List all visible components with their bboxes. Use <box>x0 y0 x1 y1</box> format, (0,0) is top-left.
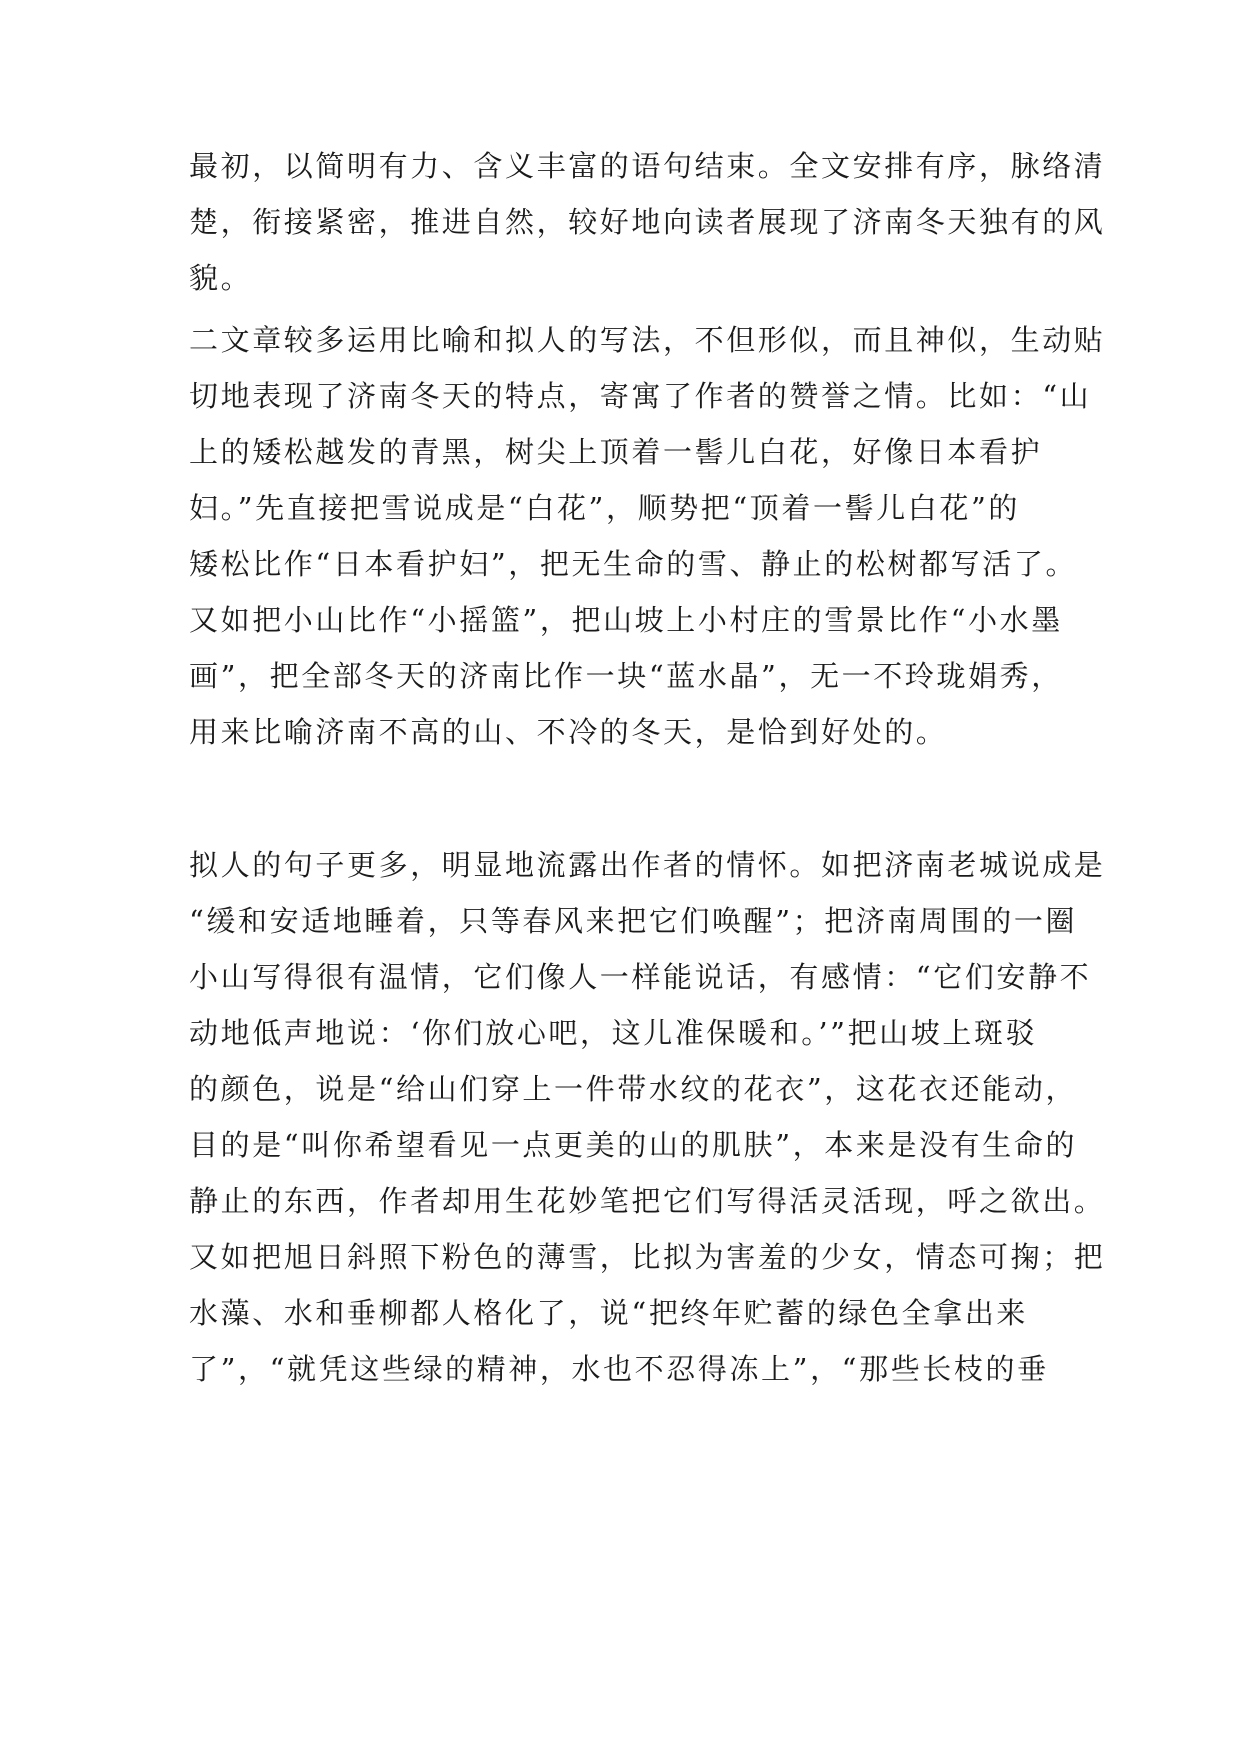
text-line: 了”，“就凭这些绿的精神，水也不忍得冻上”，“那些长枝的垂 <box>189 1352 1049 1386</box>
text-line: 水藻、水和垂柳都人格化了，说“把终年贮蓄的绿色全拿出来 <box>189 1296 1029 1330</box>
text-line: 用来比喻济南不高的山、不冷的冬天，是恰到好处的。 <box>189 715 948 749</box>
text-line: 小山写得很有温情，它们像人一样能说话，有感情：“它们安静不 <box>189 960 1092 994</box>
text-line: 楚，衔接紧密，推进自然，较好地向读者展现了济南冬天独有的风 <box>189 205 1106 239</box>
text-line: 上的矮松越发的青黑，树尖上顶着一髻儿白花，好像日本看护 <box>189 435 1043 469</box>
text-line: 最初，以简明有力、含义丰富的语句结束。全文安排有序，脉络清 <box>189 149 1106 183</box>
text-line: 二文章较多运用比喻和拟人的写法，不但形似，而且神似，生动贴 <box>189 323 1106 357</box>
text-line: 又如把旭日斜照下粉色的薄雪，比拟为害羞的少女，情态可掬；把 <box>189 1240 1106 1274</box>
text-line: 拟人的句子更多，明显地流露出作者的情怀。如把济南老城说成是 <box>189 848 1106 882</box>
text-line: 目的是“叫你希望看见一点更美的山的肌肤”，本来是没有生命的 <box>189 1128 1078 1162</box>
text-line: 的颜色，说是“给山们穿上一件带水纹的花衣”，这花衣还能动， <box>189 1072 1078 1106</box>
text-line: 矮松比作“日本看护妇”，把无生命的雪、静止的松树都写活了。 <box>189 547 1078 581</box>
text-line: 静止的东西，作者却用生花妙笔把它们写得活灵活现，呼之欲出。 <box>189 1184 1106 1218</box>
text-line: 切地表现了济南冬天的特点，寄寓了作者的赞誉之情。比如：“山 <box>189 379 1092 413</box>
text-line: “缓和安适地睡着，只等春风来把它们唤醒”；把济南周围的一圈 <box>189 904 1078 938</box>
text-line: 貌。 <box>189 261 253 295</box>
text-line: 动地低声地说：‘你们放心吧，这儿准保暖和。’”把山坡上斑驳 <box>189 1016 1038 1050</box>
text-line: 妇。”先直接把雪说成是“白花”，顺势把“顶着一髻儿白花”的 <box>189 491 1021 525</box>
text-line: 画”，把全部冬天的济南比作一块“蓝水晶”，无一不玲珑娟秀， <box>189 659 1063 693</box>
text-line: 又如把小山比作“小摇篮”，把山坡上小村庄的雪景比作“小水墨 <box>189 603 1063 637</box>
